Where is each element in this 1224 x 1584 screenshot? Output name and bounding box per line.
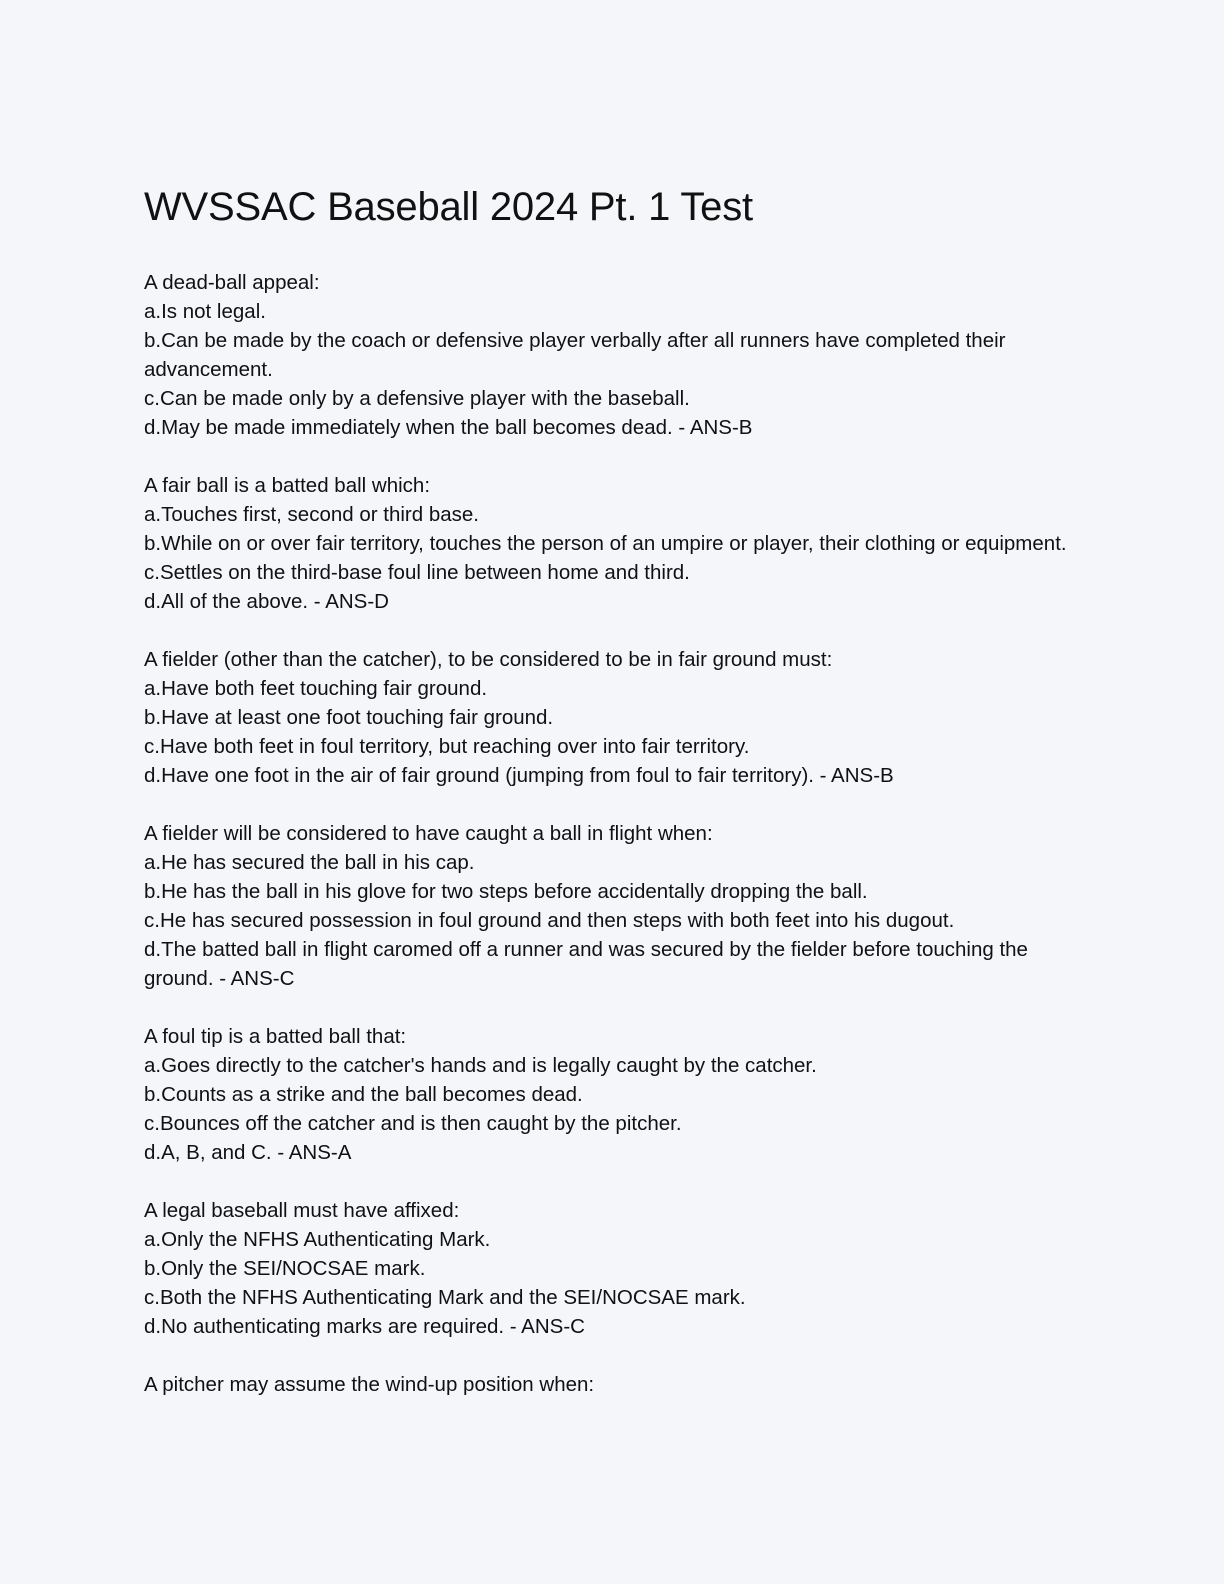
document-page [144, 180, 1084, 1428]
question-prompt: A fielder will be considered to have caught a ball in flight when: [144, 822, 713, 845]
question-prompt: A foul tip is a batted ball that: [144, 1025, 407, 1048]
answer-option-a: a.Is not legal. [144, 300, 266, 323]
question-6 [144, 1196, 1084, 1341]
answer-option-b: b.While on or over fair territory, touches the person of an umpire or player, their clothing or equipment. [144, 532, 1067, 555]
answer-option-d: d.All of the above. - ANS-D [144, 590, 389, 613]
answer-option-b: b.Can be made by the coach or defensive player verbally after all runners have completed their advancement. [144, 329, 1006, 381]
question-5 [144, 1022, 1084, 1167]
question-1 [144, 268, 1084, 442]
answer-option-b: b.Have at least one foot touching fair ground. [144, 706, 554, 729]
question-7 [144, 1370, 1084, 1399]
answer-option-d: d.Have one foot in the air of fair ground (jumping from foul to fair territory). - ANS-B [144, 764, 894, 787]
answer-option-b: b.He has the ball in his glove for two steps before accidentally dropping the ball. [144, 880, 868, 903]
question-prompt: A dead-ball appeal: [144, 271, 320, 294]
document-title: WVSSAC Baseball 2024 Pt. 1 Test [144, 185, 753, 229]
answer-option-a: a.He has secured the ball in his cap. [144, 851, 475, 874]
question-prompt: A fielder (other than the catcher), to be considered to be in fair ground must: [144, 648, 833, 671]
answer-option-d: d.May be made immediately when the ball becomes dead. - ANS-B [144, 416, 753, 439]
answer-option-d: d.A, B, and C. - ANS-A [144, 1141, 352, 1164]
answer-option-a: a.Touches first, second or third base. [144, 503, 480, 526]
answer-option-c: c.Can be made only by a defensive player with the baseball. [144, 387, 690, 410]
answer-option-d: d.The batted ball in flight caromed off a runner and was secured by the fielder before touching the ground. - ANS-C [144, 938, 1028, 990]
answer-option-c: c.Settles on the third-base foul line between home and third. [144, 561, 690, 584]
question-prompt: A fair ball is a batted ball which: [144, 474, 431, 497]
answer-option-c: c.Both the NFHS Authenticating Mark and the SEI/NOCSAE mark. [144, 1286, 746, 1309]
question-2 [144, 471, 1084, 616]
answer-option-b: b.Only the SEI/NOCSAE mark. [144, 1257, 426, 1280]
question-3 [144, 645, 1084, 790]
question-prompt: A legal baseball must have affixed: [144, 1199, 460, 1222]
answer-option-c: c.Bounces off the catcher and is then caught by the pitcher. [144, 1112, 682, 1135]
answer-option-a: a.Goes directly to the catcher's hands and is legally caught by the catcher. [144, 1054, 817, 1077]
answer-option-c: c.Have both feet in foul territory, but reaching over into fair territory. [144, 735, 750, 758]
question-4 [144, 819, 1084, 993]
question-prompt: A pitcher may assume the wind-up position when: [144, 1373, 595, 1396]
answer-option-a: a.Only the NFHS Authenticating Mark. [144, 1228, 491, 1251]
answer-option-a: a.Have both feet touching fair ground. [144, 677, 488, 700]
answer-option-d: d.No authenticating marks are required. - ANS-C [144, 1315, 585, 1338]
answer-option-b: b.Counts as a strike and the ball becomes dead. [144, 1083, 583, 1106]
answer-option-c: c.He has secured possession in foul ground and then steps with both feet into his dugout. [144, 909, 955, 932]
